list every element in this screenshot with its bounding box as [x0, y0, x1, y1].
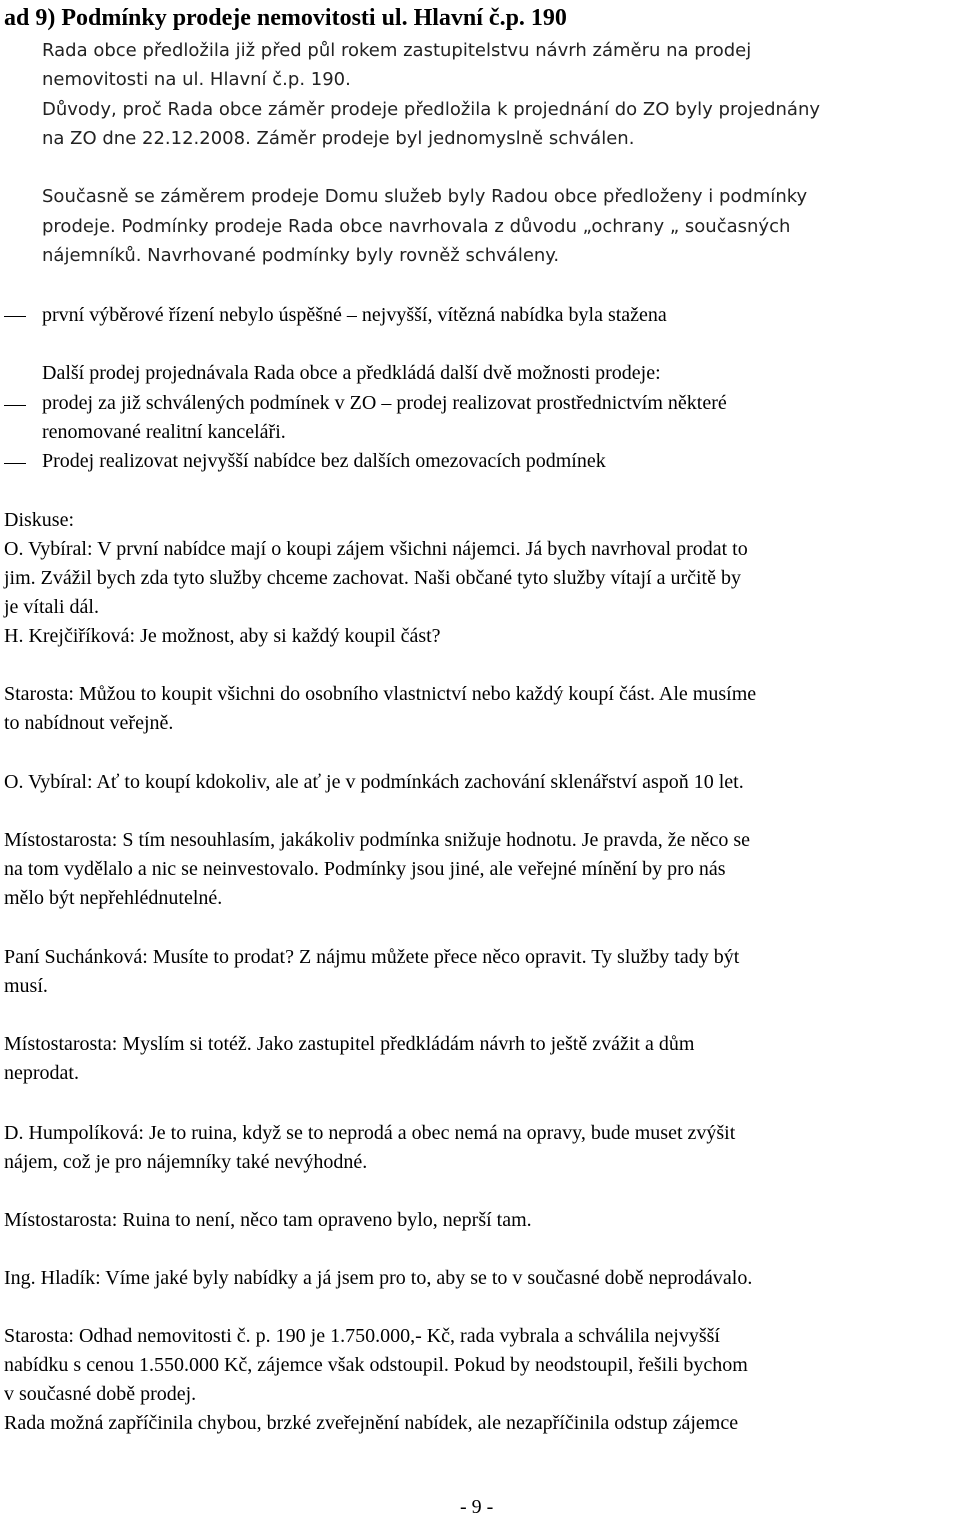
- intro-line: Rada obce předložila již před půl rokem zastupitelstvu návrh záměru na prodej: [42, 40, 752, 61]
- discussion-line: v současné době prodej.: [4, 1383, 197, 1405]
- discussion-line: Ing. Hladík: Víme jaké byly nabídky a já jsem pro to, aby se to v současné době neprodávalo.: [4, 1267, 753, 1289]
- discussion-line: O. Vybíral: V první nabídce mají o koupi zájem všichni nájemci. Já bych navrhoval prodat to: [4, 538, 748, 560]
- discussion-line: O. Vybíral: Ať to koupí kdokoliv, ale ať je v podmínkách zachování sklenářství aspoň 10 let.: [4, 771, 744, 793]
- discussion-line: Místostarosta: Ruina to není, něco tam opraveno bylo, neprší tam.: [4, 1209, 532, 1231]
- discussion-line: jim. Zvážil bych zda tyto služby chceme zachovat. Naši občané tyto služby vítají a určitě by: [4, 567, 741, 589]
- conditions-line: Současně se záměrem prodeje Domu služeb byly Radou obce předloženy i podmínky: [42, 186, 808, 207]
- bullet-dash: [4, 316, 26, 317]
- option-line: prodej za již schválených podmínek v ZO – prodej realizovat prostřednictvím některé: [42, 392, 727, 414]
- intro-line: nemovitosti na ul. Hlavní č.p. 190.: [42, 69, 351, 90]
- discussion-line: mělo být nepřehlédnutelné.: [4, 887, 223, 909]
- option-line: renomované realitní kanceláři.: [42, 421, 286, 443]
- discussion-line: Místostarosta: S tím nesouhlasím, jakákoliv podmínka snižuje hodnotu. Je pravda, že něco se: [4, 829, 750, 851]
- discussion-line: to nabídnout veřejně.: [4, 712, 174, 734]
- further-sale-line: Další prodej projednávala Rada obce a předkládá další dvě možnosti prodeje:: [42, 362, 661, 384]
- discussion-line: nabídku s cenou 1.550.000 Kč, zájemce však odstoupil. Pokud by neodstoupil, řešili bychom: [4, 1354, 748, 1376]
- intro-line: Důvody, proč Rada obce záměr prodeje předložila k projednání do ZO byly projednány: [42, 99, 820, 120]
- intro-line: na ZO dne 22.12.2008. Záměr prodeje byl jednomyslně schválen.: [42, 128, 635, 149]
- bullet-first: první výběrové řízení nebylo úspěšné – nejvyšší, vítězná nabídka byla stažena: [42, 304, 667, 326]
- discussion-line: na tom vydělalo a nic se neinvestovalo. Podmínky jsou jiné, ale veřejné mínění by pro nás: [4, 858, 726, 880]
- discussion-line: Rada možná zapříčinila chybou, brzké zveřejnění nabídek, ale nezapříčinila odstup zájemce: [4, 1412, 739, 1434]
- discussion-line: Místostarosta: Myslím si totéž. Jako zastupitel předkládám návrh to ještě zvážit a dům: [4, 1033, 695, 1055]
- discussion-line: Starosta: Odhad nemovitosti č. p. 190 je 1.750.000,- Kč, rada vybrala a schválila nejvyšší: [4, 1325, 720, 1347]
- bullet-dash: [4, 463, 26, 464]
- discussion-line: Paní Suchánková: Musíte to prodat? Z nájmu můžete přece něco opravit. Ty služby tady být: [4, 946, 740, 968]
- discussion-line: neprodat.: [4, 1062, 79, 1084]
- discussion-label: Diskuse:: [4, 509, 74, 531]
- section-heading: ad 9) Podmínky prodeje nemovitosti ul. Hlavní č.p. 190: [4, 5, 567, 31]
- page-number: - 9 -: [460, 1496, 494, 1518]
- discussion-line: je vítali dál.: [4, 596, 99, 618]
- discussion-line: Starosta: Můžou to koupit všichni do osobního vlastnictví nebo každý koupí část. Ale musíme: [4, 683, 757, 705]
- discussion-line: H. Krejčiříková: Je možnost, aby si každý koupil část?: [4, 625, 441, 647]
- conditions-line: prodeje. Podmínky prodeje Rada obce navrhovala z důvodu „ochrany „ současných: [42, 216, 791, 237]
- bullet-dash: [4, 405, 26, 406]
- discussion-line: nájem, což je pro nájemníky také nevýhodné.: [4, 1151, 368, 1173]
- discussion-line: musí.: [4, 975, 48, 997]
- conditions-line: nájemníků. Navrhované podmínky byly rovněž schváleny.: [42, 245, 560, 266]
- discussion-line: D. Humpolíková: Je to ruina, když se to neprodá a obec nemá na opravy, bude muset zvýšit: [4, 1122, 736, 1144]
- option-line: Prodej realizovat nejvyšší nabídce bez dalších omezovacích podmínek: [42, 450, 606, 472]
